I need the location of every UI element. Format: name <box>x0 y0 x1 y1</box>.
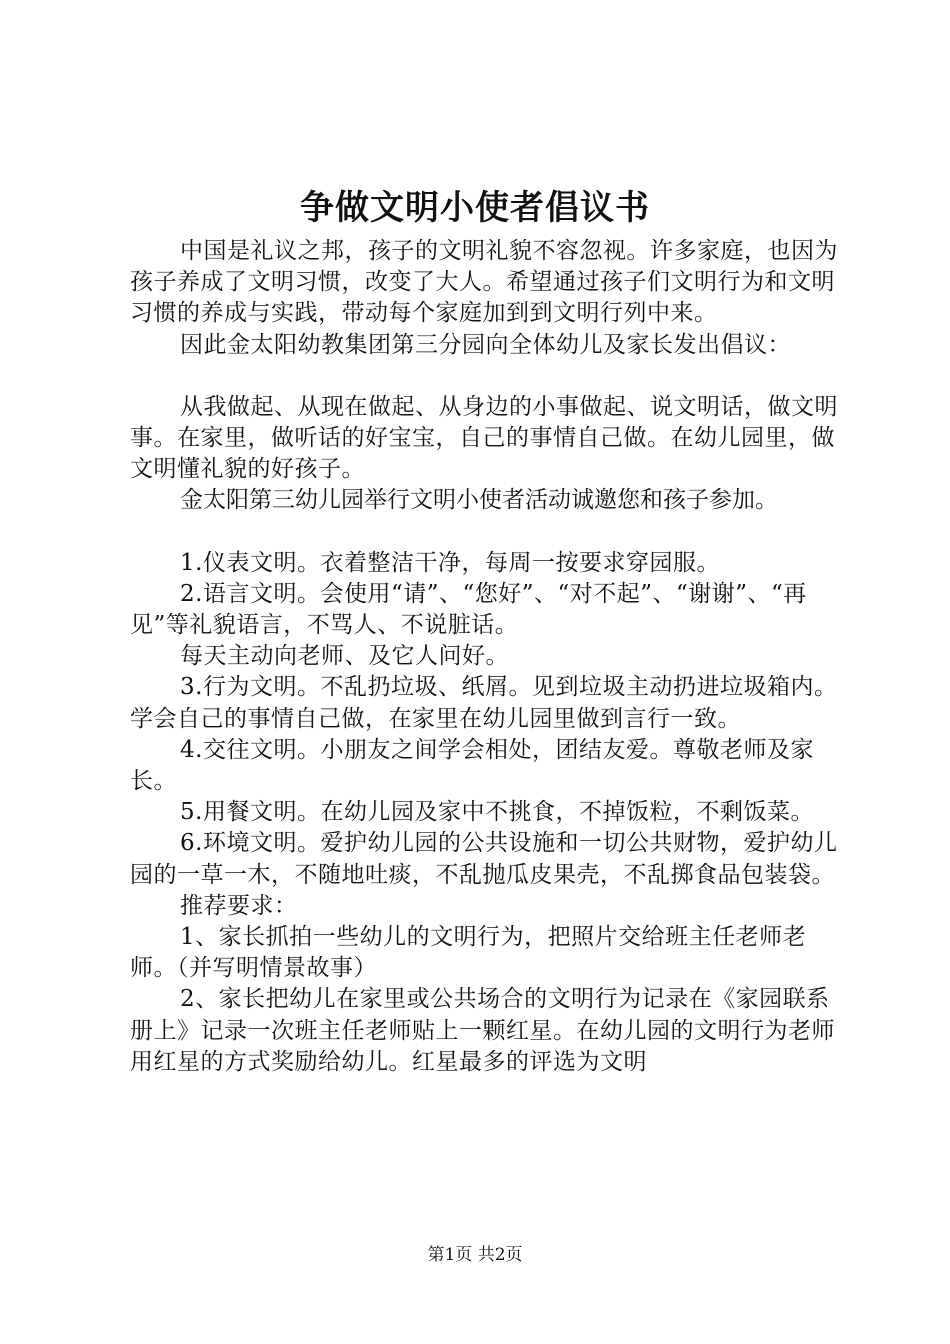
page-footer: 第1页 共2页 <box>427 1245 523 1265</box>
document-title: 争做文明小使者倡议书 <box>300 188 650 228</box>
paragraph-initiative: 因此金太阳幼教集团第三分园向全体幼儿及家长发出倡议： <box>180 331 791 358</box>
item-language: 2.语言文明。会使用“请”、“您好”、“对不起”、“谢谢”、“再见”等礼貌语言，不骂人、不说脏话。 <box>130 580 807 639</box>
paragraph-invitation: 金太阳第三幼儿园举行文明小使者活动诚邀您和孩子参加。 <box>180 487 778 514</box>
document-body <box>130 236 845 1078</box>
item-appearance: 1.仪表文明。衣着整洁干净，每周一按要求穿园服。 <box>180 549 720 576</box>
paragraph-start-from-me: 从我做起、从现在做起、从身边的小事做起、说文明话，做文明事。在家里，做听话的好宝宝，自己的事情自己做。在幼儿园里，做文明懂礼貌的好孩子。 <box>130 393 838 483</box>
item-behavior: 3.行为文明。不乱扔垃圾、纸屑。见到垃圾主动扔进垃圾箱内。学会自己的事情自己做，在家里在幼儿园里做到言行一致。 <box>130 674 838 732</box>
item-greeting: 每天主动向老师、及它人问好。 <box>180 643 509 670</box>
item-interaction: 4.交往文明。小朋友之间学会相处，团结友爱。尊敬老师及家长。 <box>130 736 814 795</box>
recommend-heading: 推荐要求： <box>180 892 298 919</box>
item-environment: 6.环境文明。爱护幼儿园的公共设施和一切公共财物，爱护幼儿园的一草一木，不随地吐痰，不乱抛瓜皮果壳，不乱掷食品包装袋。 <box>130 830 838 888</box>
paragraph-intro: 中国是礼议之邦，孩子的文明礼貌不容忽视。许多家庭，也因为孩子养成了文明习惯，改变了大人。希望通过孩子们文明行为和文明习惯的养成与实践，带动每个家庭加到到文明行列中来。 <box>130 238 838 327</box>
recommend-item-2: 2、家长把幼儿在家里或公共场合的文明行为记录在《家园联系册上》记录一次班主任老师贴上一颗红星。在幼儿园的文明行为老师用红星的方式奖励给幼儿。红星最多的评选为文明 <box>130 986 835 1075</box>
item-dining: 5.用餐文明。在幼儿园及家中不挑食，不掉饭粒，不剩饭菜。 <box>180 799 814 826</box>
recommend-item-1: 1、家长抓拍一些幼儿的文明行为，把照片交给班主任老师老师。（并写明情景故事） <box>130 924 807 982</box>
